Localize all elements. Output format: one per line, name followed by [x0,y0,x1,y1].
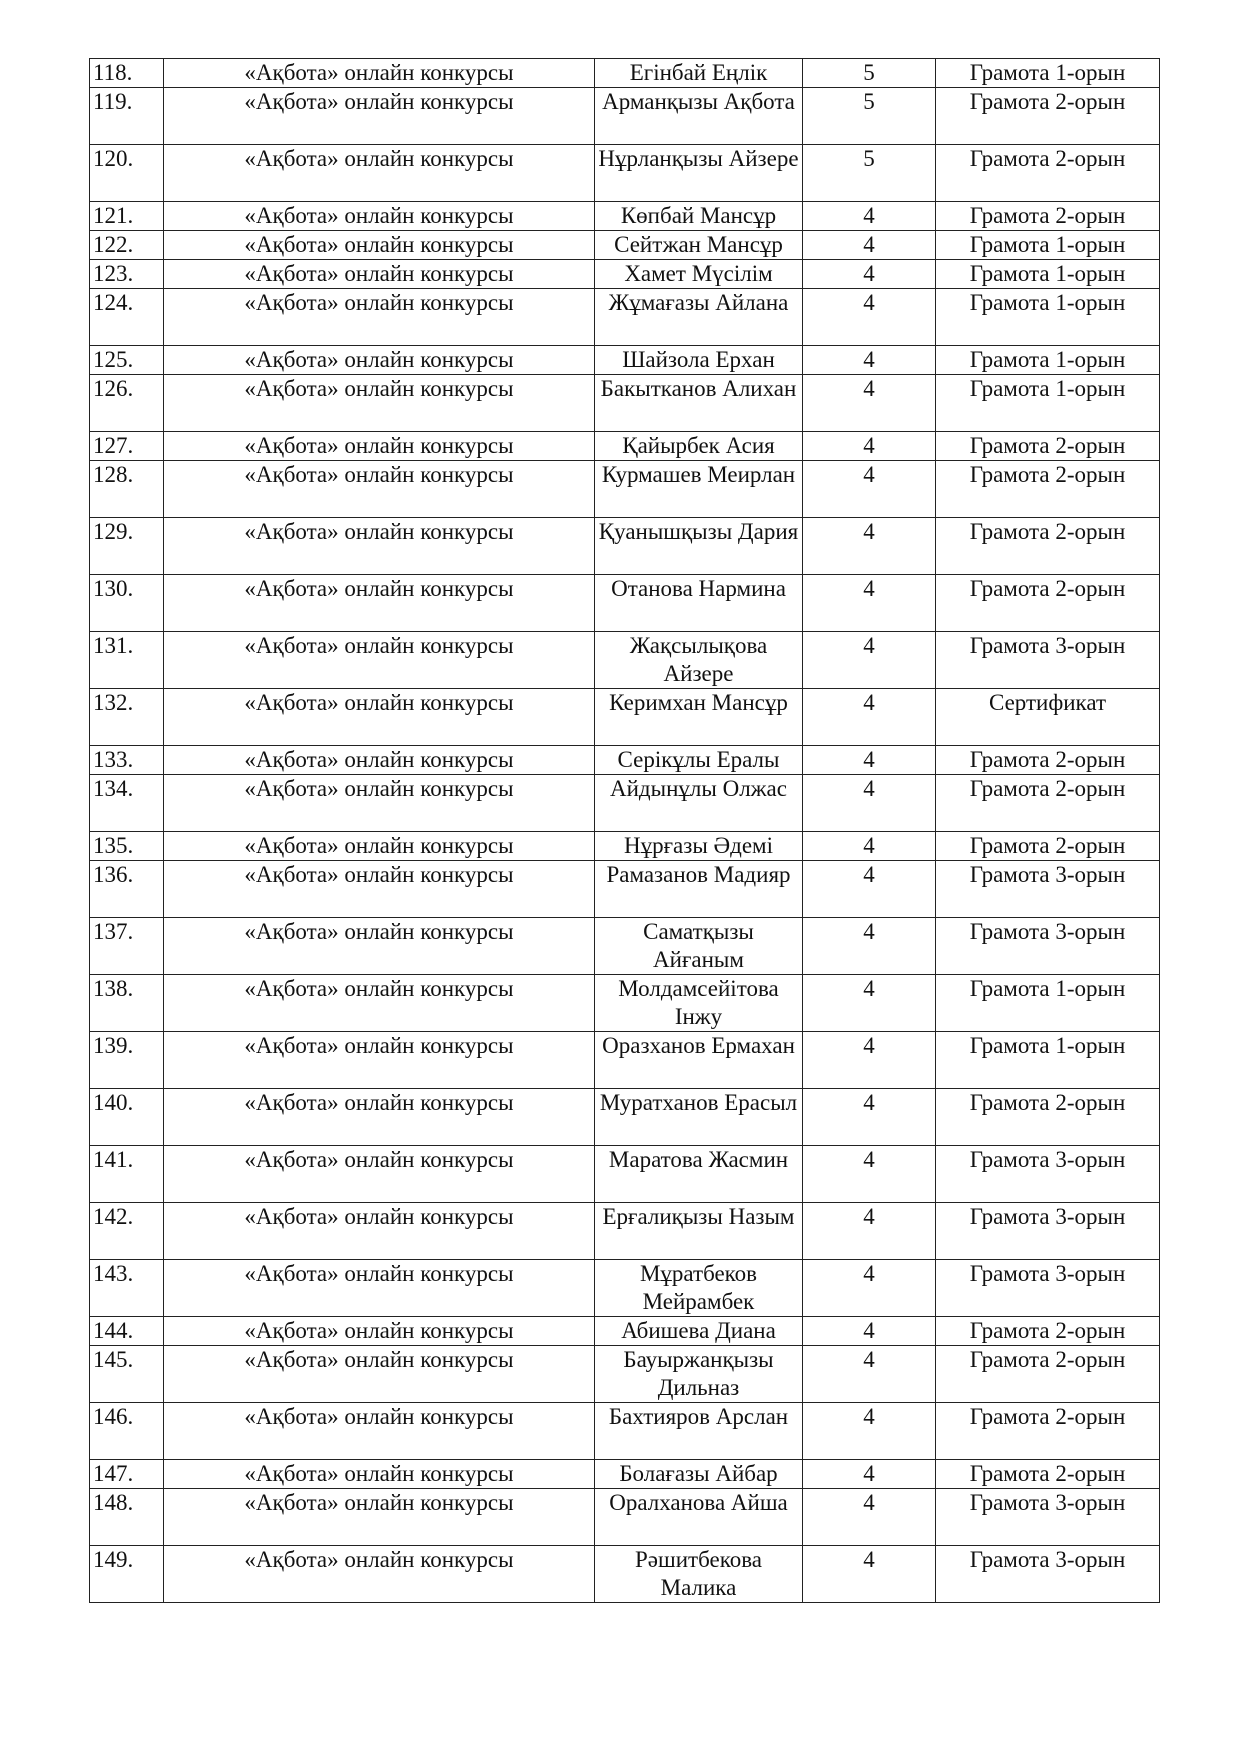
participant-name-cell: Бахтияров Арслан [595,1403,803,1460]
event-cell: «Ақбота» онлайн конкурсы [164,202,595,231]
grade-cell: 4 [803,461,936,518]
award-cell: Грамота 1-орын [936,231,1160,260]
participant-name-cell: Нұрланқызы Айзере [595,145,803,202]
award-cell: Грамота 2-орын [936,88,1160,145]
award-cell: Грамота 3-орын [936,1203,1160,1260]
row-number-cell: 126. [90,375,164,432]
event-cell: «Ақбота» онлайн конкурсы [164,775,595,832]
table-row [90,1403,1160,1460]
row-number-cell: 127. [90,432,164,461]
award-cell: Грамота 1-орын [936,289,1160,346]
grade-cell: 4 [803,289,936,346]
participant-name-cell: Хамет Мүсілім [595,260,803,289]
table-row [90,88,1160,145]
table-row [90,518,1160,575]
table-row [90,918,1160,975]
participant-name-cell: Абишева Диана [595,1317,803,1346]
row-number-cell: 145. [90,1346,164,1403]
table-row [90,775,1160,832]
award-cell: Грамота 1-орын [936,1032,1160,1089]
row-number-cell: 125. [90,346,164,375]
results-table [89,58,1160,1603]
participant-name-cell: Серікұлы Ералы [595,746,803,775]
event-cell: «Ақбота» онлайн конкурсы [164,1403,595,1460]
row-number-cell: 119. [90,88,164,145]
event-cell: «Ақбота» онлайн конкурсы [164,1260,595,1317]
participant-name-cell: Болағазы Айбар [595,1460,803,1489]
row-number-cell: 146. [90,1403,164,1460]
results-table-body [90,59,1160,1603]
table-row [90,1089,1160,1146]
event-cell: «Ақбота» онлайн конкурсы [164,432,595,461]
row-number-cell: 132. [90,689,164,746]
grade-cell: 4 [803,575,936,632]
table-row [90,231,1160,260]
event-cell: «Ақбота» онлайн конкурсы [164,975,595,1032]
award-cell: Грамота 2-орын [936,1089,1160,1146]
event-cell: «Ақбота» онлайн конкурсы [164,832,595,861]
event-cell: «Ақбота» онлайн конкурсы [164,289,595,346]
event-cell: «Ақбота» онлайн конкурсы [164,861,595,918]
participant-name-cell: Керимхан Мансұр [595,689,803,746]
grade-cell: 4 [803,1032,936,1089]
participant-name-cell: Ерғалиқызы Назым [595,1203,803,1260]
participant-name-cell: Отанова Нармина [595,575,803,632]
event-cell: «Ақбота» онлайн конкурсы [164,1546,595,1603]
table-row [90,346,1160,375]
award-cell: Грамота 3-орын [936,1146,1160,1203]
row-number-cell: 131. [90,632,164,689]
grade-cell: 4 [803,1203,936,1260]
participant-name-cell: Оралханова Айша [595,1489,803,1546]
table-row [90,1203,1160,1260]
table-row [90,1546,1160,1603]
row-number-cell: 139. [90,1032,164,1089]
row-number-cell: 140. [90,1089,164,1146]
award-cell: Грамота 1-орын [936,260,1160,289]
event-cell: «Ақбота» онлайн конкурсы [164,260,595,289]
table-row [90,461,1160,518]
event-cell: «Ақбота» онлайн конкурсы [164,518,595,575]
event-cell: «Ақбота» онлайн конкурсы [164,59,595,88]
participant-name-cell: Муратханов Ерасыл [595,1089,803,1146]
participant-name-cell: Шайзола Ерхан [595,346,803,375]
event-cell: «Ақбота» онлайн конкурсы [164,1146,595,1203]
grade-cell: 4 [803,1489,936,1546]
event-cell: «Ақбота» онлайн конкурсы [164,145,595,202]
award-cell: Грамота 2-орын [936,518,1160,575]
row-number-cell: 129. [90,518,164,575]
grade-cell: 4 [803,1317,936,1346]
participant-name-cell: Рамазанов Мадияр [595,861,803,918]
row-number-cell: 123. [90,260,164,289]
participant-name-cell: Егінбай Еңлік [595,59,803,88]
participant-name-cell: Молдамсейітова Інжу [595,975,803,1032]
event-cell: «Ақбота» онлайн конкурсы [164,1346,595,1403]
row-number-cell: 124. [90,289,164,346]
award-cell: Грамота 2-орын [936,775,1160,832]
award-cell: Грамота 3-орын [936,1546,1160,1603]
event-cell: «Ақбота» онлайн конкурсы [164,346,595,375]
participant-name-cell: Жұмағазы Айлана [595,289,803,346]
table-row [90,202,1160,231]
grade-cell: 4 [803,518,936,575]
row-number-cell: 142. [90,1203,164,1260]
award-cell: Грамота 2-орын [936,432,1160,461]
event-cell: «Ақбота» онлайн конкурсы [164,1317,595,1346]
award-cell: Грамота 3-орын [936,1260,1160,1317]
table-row [90,832,1160,861]
grade-cell: 4 [803,1089,936,1146]
table-row [90,689,1160,746]
row-number-cell: 130. [90,575,164,632]
award-cell: Сертификат [936,689,1160,746]
row-number-cell: 144. [90,1317,164,1346]
grade-cell: 4 [803,975,936,1032]
row-number-cell: 143. [90,1260,164,1317]
grade-cell: 4 [803,1460,936,1489]
participant-name-cell: Рәшитбекова Малика [595,1546,803,1603]
row-number-cell: 148. [90,1489,164,1546]
grade-cell: 5 [803,88,936,145]
table-row [90,1346,1160,1403]
event-cell: «Ақбота» онлайн конкурсы [164,461,595,518]
table-row [90,260,1160,289]
grade-cell: 4 [803,432,936,461]
event-cell: «Ақбота» онлайн конкурсы [164,375,595,432]
row-number-cell: 133. [90,746,164,775]
award-cell: Грамота 2-орын [936,1346,1160,1403]
award-cell: Грамота 2-орын [936,832,1160,861]
grade-cell: 4 [803,346,936,375]
award-cell: Грамота 1-орын [936,375,1160,432]
row-number-cell: 149. [90,1546,164,1603]
participant-name-cell: Маратова Жасмин [595,1146,803,1203]
event-cell: «Ақбота» онлайн конкурсы [164,918,595,975]
event-cell: «Ақбота» онлайн конкурсы [164,231,595,260]
grade-cell: 4 [803,1260,936,1317]
row-number-cell: 136. [90,861,164,918]
participant-name-cell: Курмашев Меирлан [595,461,803,518]
participant-name-cell: Саматқызы Айғаным [595,918,803,975]
table-row [90,1032,1160,1089]
row-number-cell: 137. [90,918,164,975]
grade-cell: 4 [803,861,936,918]
row-number-cell: 120. [90,145,164,202]
table-row [90,1460,1160,1489]
row-number-cell: 118. [90,59,164,88]
participant-name-cell: Арманқызы Ақбота [595,88,803,145]
award-cell: Грамота 1-орын [936,346,1160,375]
grade-cell: 4 [803,632,936,689]
row-number-cell: 134. [90,775,164,832]
event-cell: «Ақбота» онлайн конкурсы [164,689,595,746]
table-row [90,289,1160,346]
grade-cell: 5 [803,145,936,202]
table-row [90,861,1160,918]
grade-cell: 5 [803,59,936,88]
row-number-cell: 135. [90,832,164,861]
table-row [90,1489,1160,1546]
participant-name-cell: Қайырбек Асия [595,432,803,461]
row-number-cell: 141. [90,1146,164,1203]
award-cell: Грамота 2-орын [936,1317,1160,1346]
row-number-cell: 128. [90,461,164,518]
event-cell: «Ақбота» онлайн конкурсы [164,1460,595,1489]
row-number-cell: 122. [90,231,164,260]
table-row [90,746,1160,775]
award-cell: Грамота 2-орын [936,202,1160,231]
grade-cell: 4 [803,1546,936,1603]
award-cell: Грамота 3-орын [936,1489,1160,1546]
participant-name-cell: Бакытканов Алихан [595,375,803,432]
award-cell: Грамота 1-орын [936,59,1160,88]
participant-name-cell: Жақсылықова Айзере [595,632,803,689]
table-row [90,375,1160,432]
grade-cell: 4 [803,832,936,861]
participant-name-cell: Оразханов Ермахан [595,1032,803,1089]
award-cell: Грамота 2-орын [936,145,1160,202]
table-row [90,575,1160,632]
award-cell: Грамота 2-орын [936,746,1160,775]
participant-name-cell: Қуанышқызы Дария [595,518,803,575]
event-cell: «Ақбота» онлайн конкурсы [164,1089,595,1146]
grade-cell: 4 [803,689,936,746]
table-row [90,975,1160,1032]
event-cell: «Ақбота» онлайн конкурсы [164,746,595,775]
award-cell: Грамота 2-орын [936,575,1160,632]
event-cell: «Ақбота» онлайн конкурсы [164,88,595,145]
award-cell: Грамота 2-орын [936,1403,1160,1460]
award-cell: Грамота 3-орын [936,918,1160,975]
table-row [90,632,1160,689]
award-cell: Грамота 3-орын [936,861,1160,918]
row-number-cell: 121. [90,202,164,231]
grade-cell: 4 [803,746,936,775]
grade-cell: 4 [803,775,936,832]
grade-cell: 4 [803,1346,936,1403]
grade-cell: 4 [803,231,936,260]
event-cell: «Ақбота» онлайн конкурсы [164,1203,595,1260]
participant-name-cell: Көпбай Мансұр [595,202,803,231]
table-row [90,145,1160,202]
table-row [90,1146,1160,1203]
grade-cell: 4 [803,202,936,231]
event-cell: «Ақбота» онлайн конкурсы [164,1032,595,1089]
participant-name-cell: Сейтжан Мансұр [595,231,803,260]
participant-name-cell: Нұрғазы Әдемі [595,832,803,861]
table-row [90,432,1160,461]
grade-cell: 4 [803,375,936,432]
grade-cell: 4 [803,1403,936,1460]
participant-name-cell: Мұратбеков Мейрамбек [595,1260,803,1317]
participant-name-cell: Бауыржанқызы Дильназ [595,1346,803,1403]
table-row [90,59,1160,88]
row-number-cell: 138. [90,975,164,1032]
grade-cell: 4 [803,1146,936,1203]
event-cell: «Ақбота» онлайн конкурсы [164,632,595,689]
award-cell: Грамота 3-орын [936,632,1160,689]
grade-cell: 4 [803,260,936,289]
award-cell: Грамота 1-орын [936,975,1160,1032]
event-cell: «Ақбота» онлайн конкурсы [164,575,595,632]
grade-cell: 4 [803,918,936,975]
event-cell: «Ақбота» онлайн конкурсы [164,1489,595,1546]
award-cell: Грамота 2-орын [936,1460,1160,1489]
table-row [90,1317,1160,1346]
award-cell: Грамота 2-орын [936,461,1160,518]
row-number-cell: 147. [90,1460,164,1489]
participant-name-cell: Айдынұлы Олжас [595,775,803,832]
table-row [90,1260,1160,1317]
